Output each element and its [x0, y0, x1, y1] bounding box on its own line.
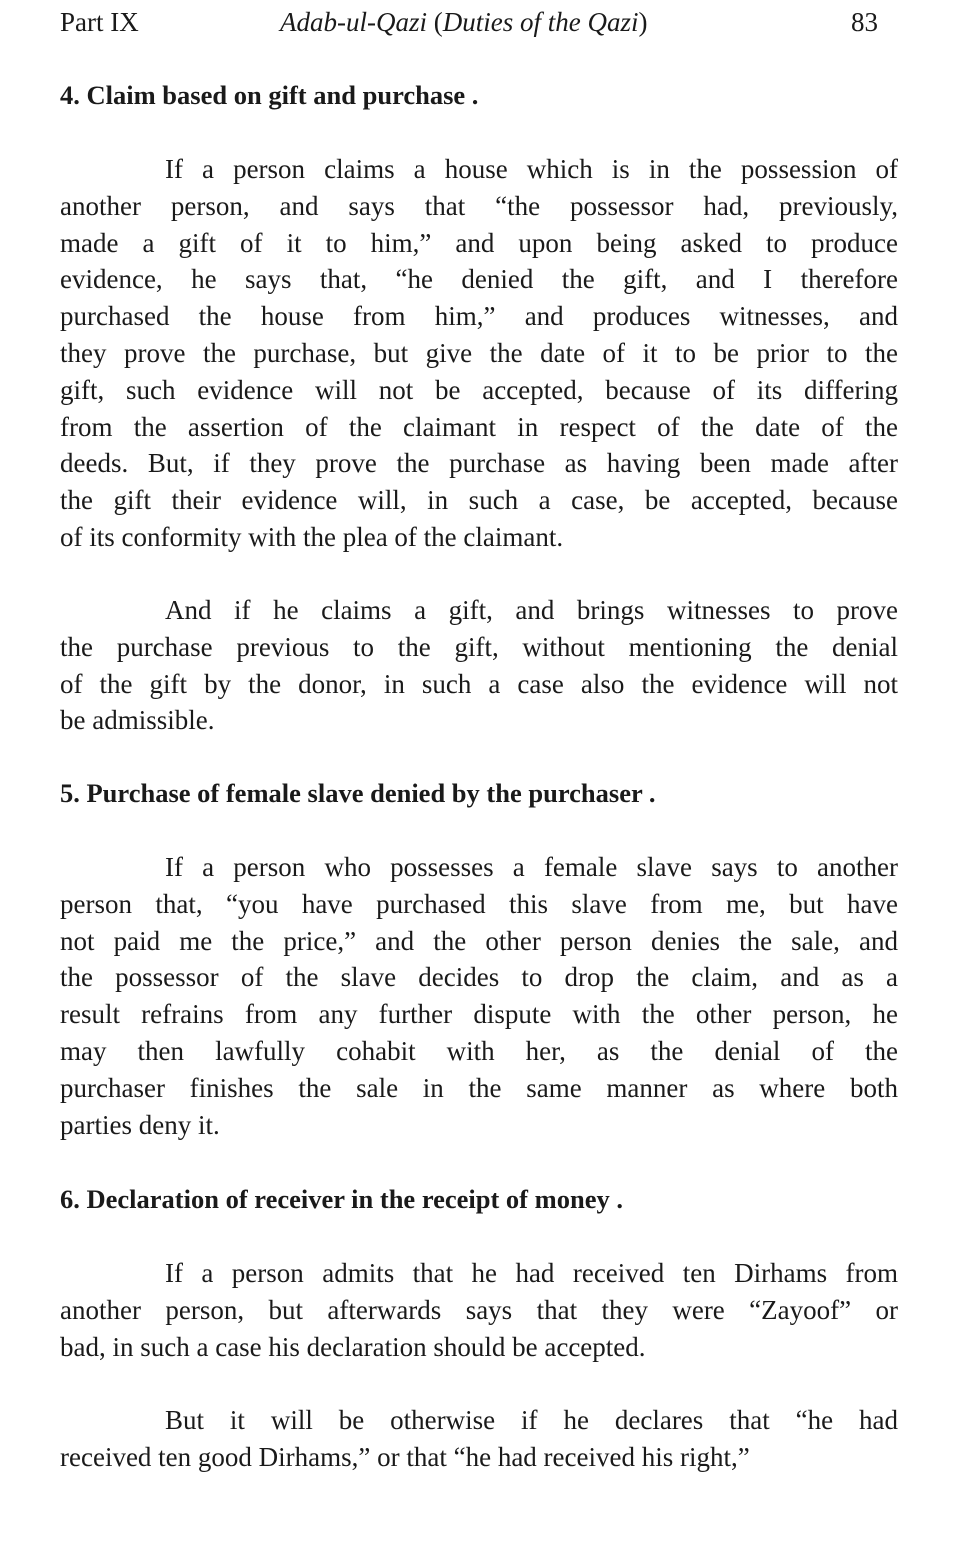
text-line: If a person admits that he had received ten Dirhams from — [165, 1258, 898, 1288]
text-line: of the gift by the donor, in such a case also the evidence will not — [60, 668, 898, 699]
section-heading: 6. Declaration of receiver in the receipt of money . — [60, 1184, 623, 1214]
text-line: person that, “you have purchased this slave from me, but have — [60, 888, 898, 919]
text-line: not paid me the price,” and the other person denies the sale, and — [60, 925, 898, 956]
text-line: But it will be otherwise if he declares that “he had — [165, 1405, 898, 1435]
running-title: Adab-ul-Qazi (Duties of the Qazi) — [280, 7, 648, 37]
text-line: from the assertion of the claimant in respect of the date of the — [60, 411, 898, 442]
text-line: parties deny it. — [60, 1109, 220, 1140]
text-line: another person, and says that “the possessor had, previously, — [60, 190, 898, 221]
text-line: the purchase previous to the gift, without mentioning the denial — [60, 631, 898, 662]
text-line: may then lawfully cohabit with her, as the denial of the — [60, 1035, 898, 1066]
running-title-main: Adab-ul-Qazi — [280, 7, 427, 37]
text-line: the gift their evidence will, in such a case, be accepted, because — [60, 485, 898, 516]
text-line: be admissible. — [60, 705, 215, 736]
paragraph — [60, 1402, 898, 1476]
text-line: received ten good Dirhams,” or that “he had received his right,” — [60, 1441, 750, 1472]
text-line: bad, in such a case his declaration should be accepted. — [60, 1331, 646, 1362]
paragraph — [60, 849, 898, 1143]
section-heading: 5. Purchase of female slave denied by the purchaser . — [60, 778, 656, 808]
section-heading: 4. Claim based on gift and purchase . — [60, 80, 479, 110]
text-line: deeds. But, if they prove the purchase as having been made after — [60, 448, 898, 479]
page-number: 83 — [851, 7, 878, 37]
paragraph — [60, 592, 898, 739]
text-line: the possessor of the slave decides to drop the claim, and as a — [60, 962, 898, 993]
text-line: another person, but afterwards says that they were “Zayoof” or — [60, 1294, 898, 1325]
text-line: they prove the purchase, but give the date of it to be prior to the — [60, 337, 898, 368]
text-line: gift, such evidence will not be accepted, because of its differing — [60, 374, 898, 405]
part-label: Part IX — [60, 7, 139, 37]
paragraph — [60, 151, 898, 556]
text-line: evidence, he says that, “he denied the gift, and I therefore — [60, 264, 898, 295]
text-line: purchased the house from him,” and produces witnesses, and — [60, 301, 898, 332]
text-line: of its conformity with the plea of the claimant. — [60, 521, 564, 552]
paragraph — [60, 1255, 898, 1365]
text-line: purchaser finishes the sale in the same manner as where both — [60, 1072, 898, 1103]
running-header — [60, 2, 878, 42]
text-line: If a person who possesses a female slave says to another — [165, 852, 898, 882]
text-line: made a gift of it to him,” and upon being asked to produce — [60, 227, 898, 258]
running-title-paren: Duties of the Qazi — [442, 7, 639, 37]
text-line: And if he claims a gift, and brings witnesses to prove — [165, 595, 898, 625]
text-line: result refrains from any further dispute with the other person, he — [60, 999, 898, 1030]
text-line: If a person claims a house which is in the possession of — [165, 154, 898, 184]
